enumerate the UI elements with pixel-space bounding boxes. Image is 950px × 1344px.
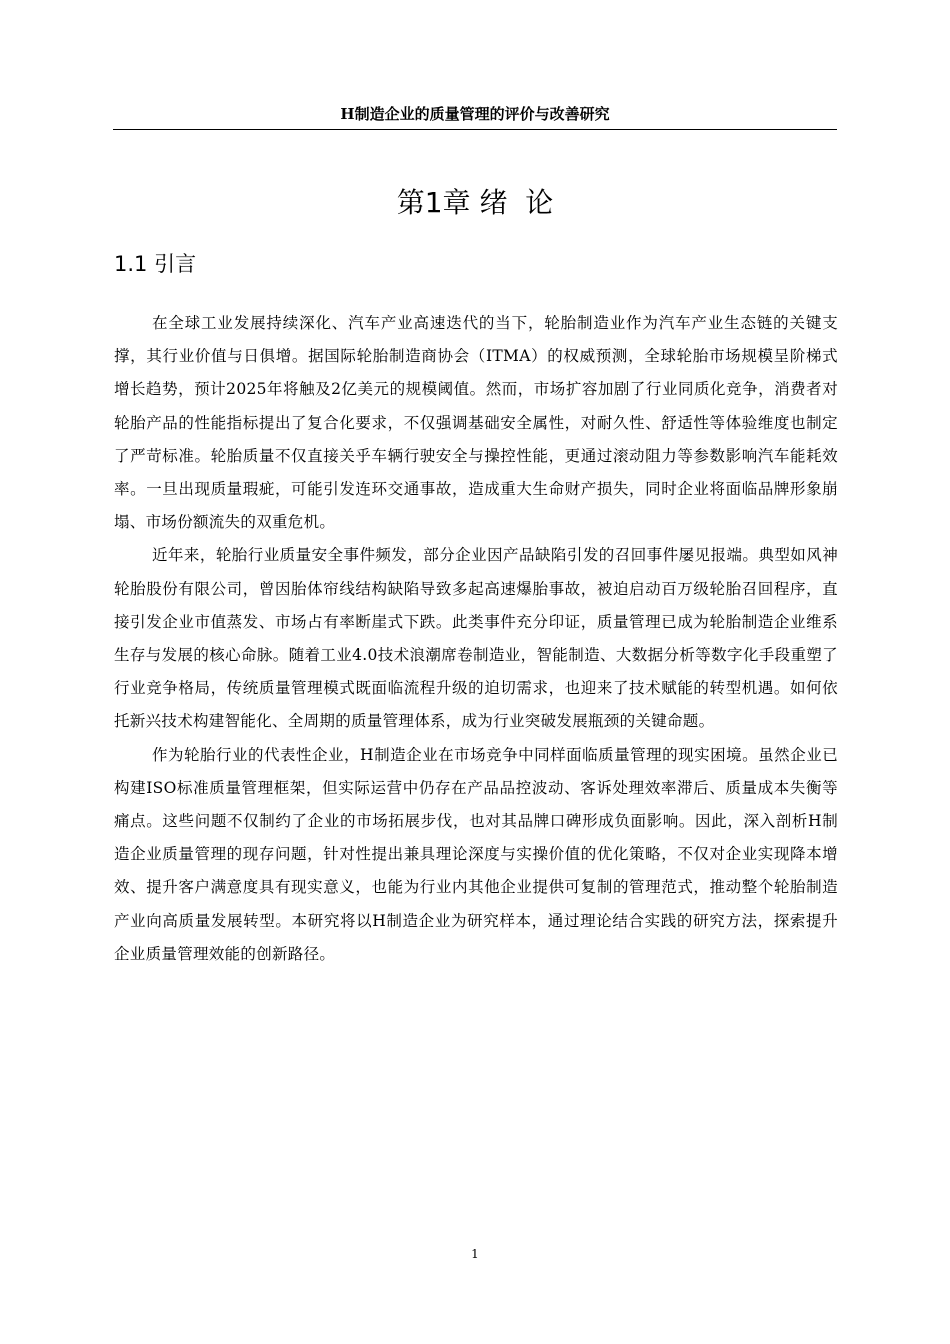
chapter-title: 第1章 绪 论 — [396, 186, 554, 219]
running-header-title: H制造企业的质量管理的评价与改善研究 — [340, 105, 610, 123]
section-title: 1.1 引言 — [114, 252, 197, 276]
header-divider — [113, 129, 837, 130]
page-number: 1 — [471, 1247, 479, 1261]
paragraph-1: 在全球工业发展持续深化、汽车产业高速迭代的当下，轮胎制造业作为汽车产业生态链的关键支撑，其行业价值与日俱增。据国际轮胎制造商协会（ITMA）的权威预测，全球轮胎市场规模呈阶梯式增长趋势，预计2025年将触及2亿美元的规模阈值。然而，市场扩容加剧了行业同质化竞争，消费者对轮胎产品的性能指标提出了复合化要求，不仅强调基础安全属性，对耐久性、舒适性等体验维度也制定了严苛标准。轮胎质量不仅直接关乎车辆行驶安全与操控性能，更通过滚动阻力等参数影响汽车能耗效率。一旦出现质量瑕疵，可能引发连环交通事故，造成重大生命财产损失，同时企业将面临品牌形象崩塌、市场份额流失的双重危机。 — [114, 314, 838, 532]
body-text — [114, 307, 838, 971]
paragraph-2: 近年来，轮胎行业质量安全事件频发，部分企业因产品缺陷引发的召回事件屡见报端。典型如风神轮胎股份有限公司，曾因胎体帘线结构缺陷导致多起高速爆胎事故，被迫启动百万级轮胎召回程序，直接引发企业市值蒸发、市场占有率断崖式下跌。此类事件充分印证，质量管理已成为轮胎制造企业维系生存与发展的核心命脉。随着工业4.0技术浪潮席卷制造业，智能制造、大数据分析等数字化手段重塑了行业竞争格局，传统质量管理模式既面临流程升级的迫切需求，也迎来了技术赋能的转型机遇。如何依托新兴技术构建智能化、全周期的质量管理体系，成为行业突破发展瓶颈的关键命题。 — [114, 546, 838, 731]
paragraph-3: 作为轮胎行业的代表性企业，H制造企业在市场竞争中同样面临质量管理的现实困境。虽然企业已构建ISO标准质量管理框架，但实际运营中仍存在产品品控波动、客诉处理效率滞后、质量成本失衡等痛点。这些问题不仅制约了企业的市场拓展步伐，也对其品牌口碑形成负面影响。因此，深入剖析H制造企业质量管理的现存问题，针对性提出兼具理论深度与实操价值的优化策略，不仅对企业实现降本增效、提升客户满意度具有现实意义，也能为行业内其他企业提供可复制的管理范式，推动整个轮胎制造产业向高质量发展转型。本研究将以H制造企业为研究样本，通过理论结合实践的研究方法，探索提升企业质量管理效能的创新路径。 — [114, 745, 838, 963]
